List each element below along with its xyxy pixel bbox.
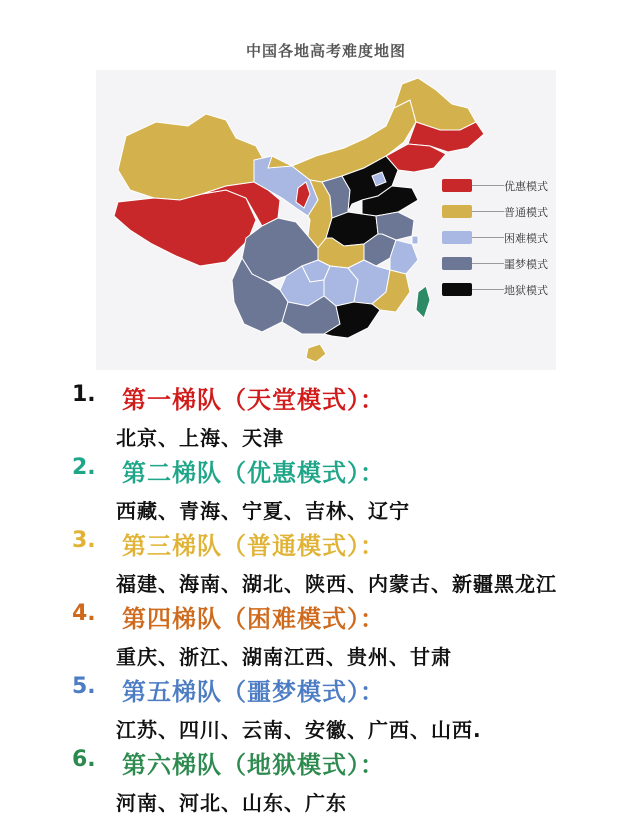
legend-label: 优惠模式 [504, 180, 548, 193]
legend-label: 地狱模式 [504, 284, 548, 297]
tier-members: 河南、河北、山东、广东 [116, 791, 347, 815]
tier-members: 西藏、青海、宁夏、吉林、辽宁 [116, 499, 410, 523]
legend-item [442, 282, 562, 298]
legend-label: 困难模式 [504, 232, 548, 245]
tier-name: 第四梯队（困难模式）： [122, 605, 385, 633]
tier-number: 3. [72, 528, 96, 553]
tier-name: 第五梯队（噩梦模式）： [122, 678, 385, 706]
tier-number: 5. [72, 674, 96, 699]
legend-item [442, 204, 562, 220]
tier-number: 1. [72, 382, 96, 407]
legend-swatch [442, 257, 472, 270]
legend-swatch [442, 283, 472, 296]
legend-leader-line [472, 185, 504, 186]
legend-label: 普通模式 [504, 206, 548, 219]
tier-number: 6. [72, 747, 96, 772]
legend-swatch [442, 205, 472, 218]
tier-name: 第三梯队（普通模式）： [122, 532, 385, 560]
tier-members: 福建、海南、湖北、陕西、内蒙古、新疆黑龙江 [116, 572, 557, 596]
tier-name: 第一梯队（天堂模式）： [122, 386, 385, 414]
china-map-figure [96, 30, 556, 370]
region-shanghai [412, 236, 418, 244]
tier-number: 4. [72, 601, 96, 626]
map-title: 中国各地高考难度地图 [245, 42, 406, 60]
legend-item [442, 178, 562, 194]
tier-members: 江苏、四川、云南、安徽、广西、山西. [116, 718, 482, 742]
tier-number: 2. [72, 455, 96, 480]
tier-name: 第二梯队（优惠模式）： [122, 459, 385, 487]
legend-label: 噩梦模式 [504, 258, 548, 271]
legend-item [442, 256, 562, 272]
tier-members: 北京、上海、天津 [116, 426, 284, 450]
legend-leader-line [472, 263, 504, 264]
legend-leader-line [472, 211, 504, 212]
legend-swatch [442, 231, 472, 244]
legend-leader-line [472, 289, 504, 290]
china-map [96, 30, 556, 370]
tier-name: 第六梯队（地狱模式）： [122, 751, 385, 779]
legend-swatch [442, 179, 472, 192]
legend-item [442, 230, 562, 246]
tier-members: 重庆、浙江、湖南江西、贵州、甘肃 [116, 645, 452, 669]
legend-leader-line [472, 237, 504, 238]
